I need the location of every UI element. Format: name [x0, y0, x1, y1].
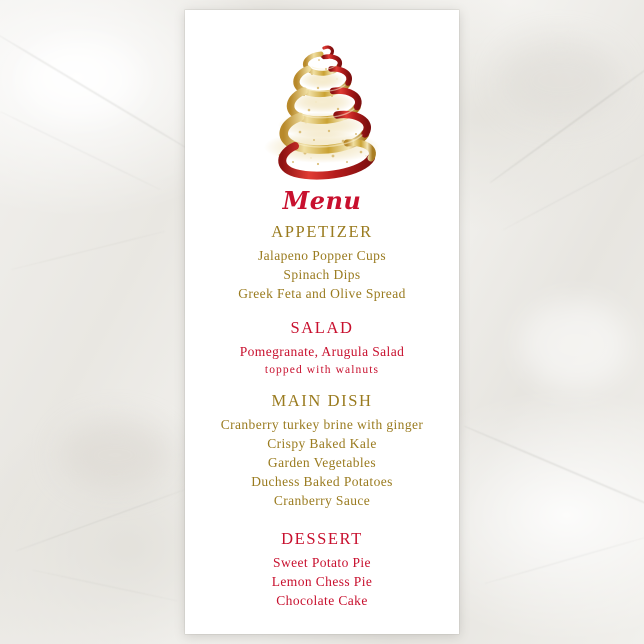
marble-vein — [15, 489, 185, 552]
marble-vein — [502, 150, 644, 231]
section-heading: SALAD — [290, 318, 354, 337]
menu-item: Garden Vegetables — [267, 455, 377, 470]
menu-section-appetizer — [185, 222, 459, 303]
menu-item: Chocolate Cake — [276, 593, 368, 608]
menu-item: Jalapeno Popper Cups — [258, 248, 386, 263]
marble-vein — [0, 111, 161, 191]
menu-section-dessert — [185, 529, 459, 610]
menu-item: Cranberry turkey brine with ginger — [220, 417, 424, 432]
marble-vein — [483, 537, 644, 585]
page-title: Menu — [282, 186, 362, 215]
menu-card — [185, 10, 459, 634]
menu-item: Greek Feta and Olive Spread — [238, 286, 406, 301]
section-heading: APPETIZER — [271, 222, 373, 241]
menu-item-note: topped with walnuts — [264, 364, 380, 376]
menu-item: Duchess Baked Potatoes — [251, 474, 393, 489]
section-heading: MAIN DISH — [271, 391, 373, 410]
menu-item: Lemon Chess Pie — [271, 574, 373, 589]
menu-item: Pomegranate, Arugula Salad — [239, 344, 405, 359]
section-heading: DESSERT — [281, 529, 363, 548]
menu-section-salad — [185, 318, 459, 380]
marble-blotch — [60, 420, 170, 490]
menu-item: Crispy Baked Kale — [267, 436, 377, 451]
marble-blotch — [500, 40, 620, 120]
marble-vein — [464, 425, 644, 516]
menu-item: Spinach Dips — [283, 267, 361, 282]
marble-vein — [32, 569, 179, 601]
christmas-tree-ribbon-icon — [185, 22, 459, 187]
menu-section-main-dish — [185, 391, 459, 510]
menu-item: Sweet Potato Pie — [273, 555, 371, 570]
marble-blotch — [520, 300, 630, 390]
menu-item: Cranberry Sauce — [273, 493, 371, 508]
marble-vein — [10, 231, 166, 271]
